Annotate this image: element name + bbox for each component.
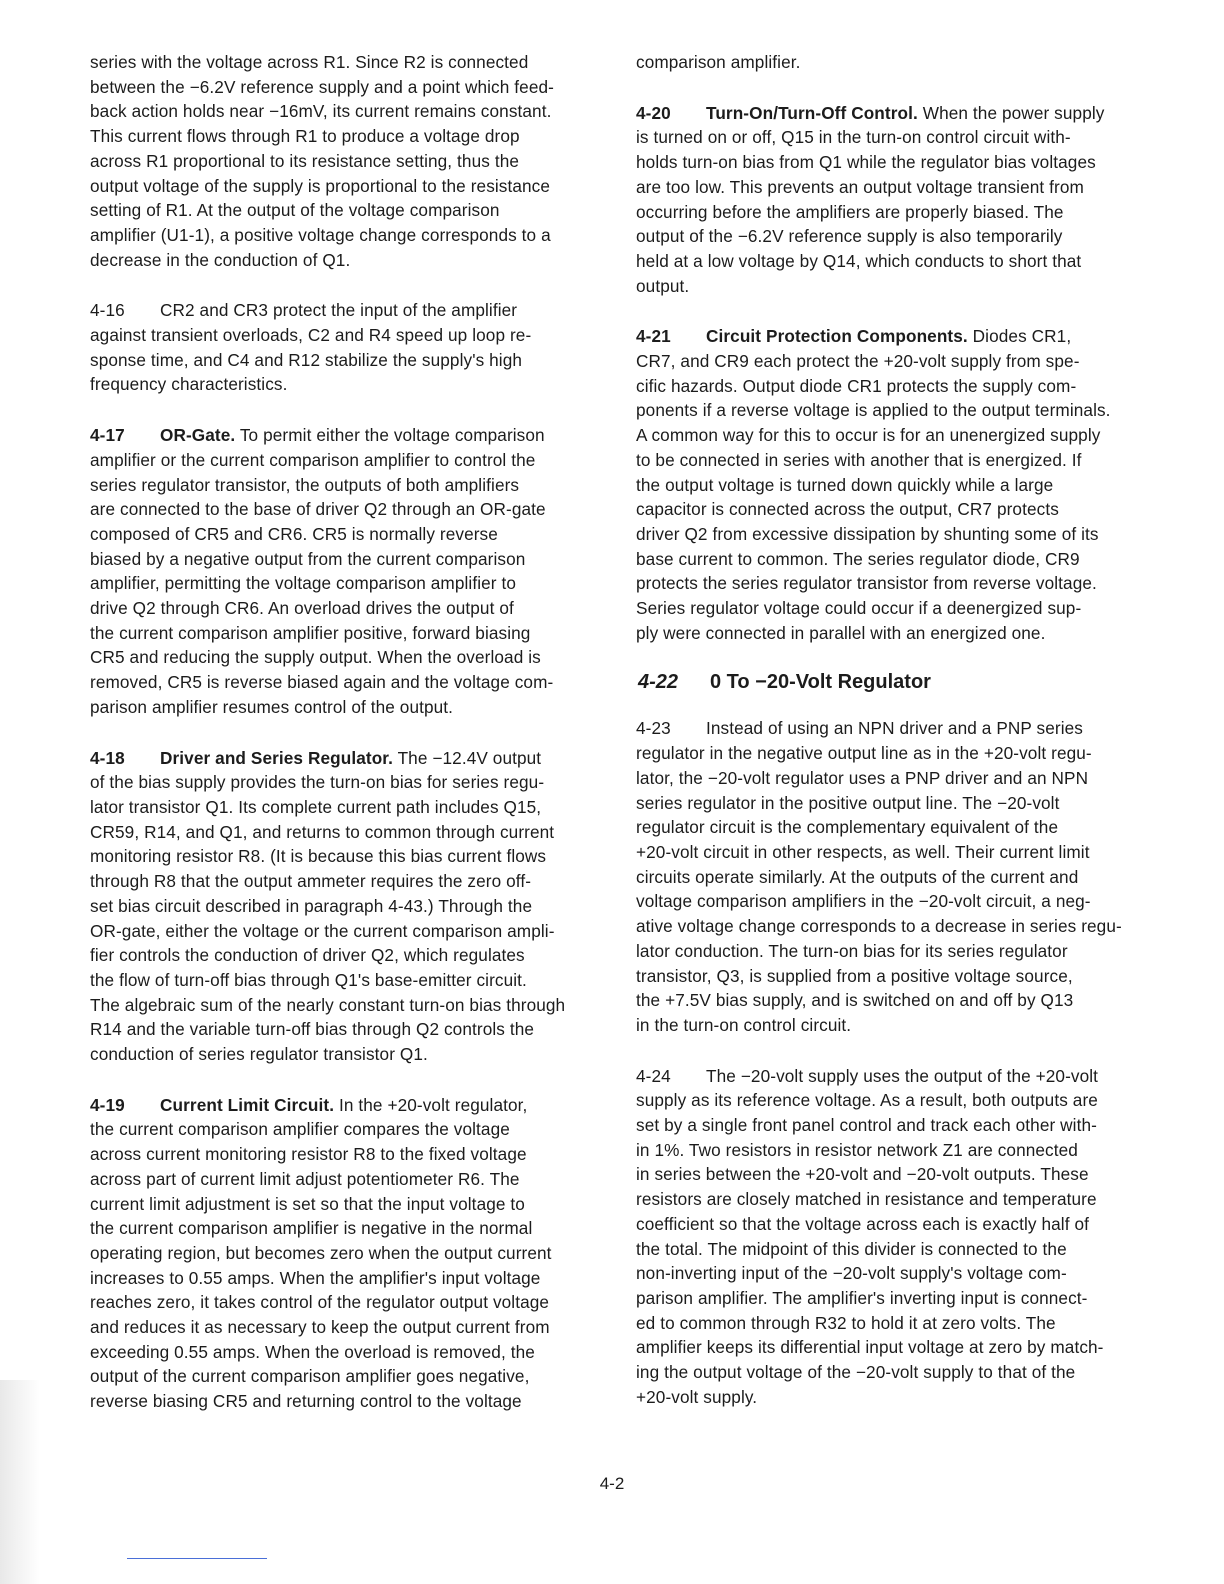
paragraph-number: 4-16 (90, 300, 125, 321)
paragraph-text: CR2 and CR3 protect the input of the amplifier against transient overloads, C2 and R4 speed up loop re- sponse time, and C4 and R12 stabilize the supply's high frequency characteristics. (90, 300, 532, 395)
scan-edge-shadow (0, 1380, 40, 1584)
paragraph-title: Driver and Series Regulator. (160, 747, 394, 768)
paragraph-number: 4-18 (90, 747, 125, 768)
right-column (636, 50, 1156, 1435)
paragraph-4-16 (90, 298, 602, 397)
paragraph-text: The −20-volt supply uses the output of the +20-volt supply as its reference voltage. As a result, both outputs are set by a single front panel control and track each other with- in 1%. Two resistors in resistor network Z1 are connected in series between the +20-volt and −20-volt outputs. These resistors are closely matched in resistance and temperature coefficient so that the voltage across each is exactly half of the total. The midpoint of this divider is connected to the non-inverting input of the −20-volt supply's voltage com- parison amplifier. The amplifier's inverting input is connect- ed to common through R32 to hold it at zero volts. The amplifier keeps its differential input voltage at zero by match- ing the output voltage of the −20-volt supply to that of the +20-volt supply. (636, 1065, 1104, 1407)
paragraph-text: When the power supply is turned on or off, Q15 in the turn-on control circuit with- holds turn-on bias from Q1 while the regulator bias voltages are too low. This prevents an output voltage transient from occurring before the amplifiers are properly biased. The output of the −6.2V reference supply is also temporarily held at a low voltage by Q14, which conducts to short that output. (636, 102, 1105, 296)
paragraph-intro-continued: series with the voltage across R1. Since R2 is connected between the −6.2V reference supply and a point which feed- back action holds near −16mV, its current remains constant. This current flows through R1 to produce a voltage drop across R1 proportional to its resistance setting, thus the output voltage of the supply is proportional to the resistance setting of R1. At the output of the voltage comparison amplifier (U1-1), a positive voltage change corresponds to a decrease in the conduction of Q1. (90, 52, 554, 270)
paragraph-4-23 (636, 716, 1156, 1037)
paragraph-text: Instead of using an NPN driver and a PNP series regulator in the negative output line as in the +20-volt regu- lator, the −20-volt regulator uses a PNP driver and an NPN series regulator in the positive output line. The −20-volt regulator circuit is the complementary equivalent of the +20-volt circuit in other respects, as well. Their current limit circuits operate similarly. At the outputs of the current and voltage comparison amplifiers in the −20-volt circuit, a neg- ative voltage change corresponds to a decrease in series regu- lator conduction. The turn-on bias for its series regulator transistor, Q3, is supplied from a positive voltage source, the +7.5V bias supply, and is switched on and off by Q13 in the turn-on control circuit. (636, 718, 1122, 1035)
section-heading-4-22 (638, 671, 1156, 694)
paragraph-text: Diodes CR1, CR7, and CR9 each protect the +20-volt supply from spe- cific hazards. Output diode CR1 protects the supply com- ponents if a reverse voltage is applied to the output terminals. A common way for this to occur is for an unenergized supply to be connected in series with another that is energized. If the output voltage is turned down quickly while a large capacitor is connected across the output, CR7 protects driver Q2 from excessive dissipation by shunting some of its base current to common. The series regulator diode, CR9 protects the series regulator transistor from reverse voltage. Series regulator voltage could occur if a deenergized sup- ply were connected in parallel with an energized one. (636, 326, 1111, 643)
left-column (90, 50, 602, 1440)
paragraph-title: Current Limit Circuit. (160, 1094, 335, 1115)
page-number: 4-2 (599, 1474, 625, 1493)
paragraph-text: To permit either the voltage comparison amplifier or the current comparison amplifier to control the series regulator transistor, the outputs of both amplifiers are connected to the base of driver Q2 through an OR-gate composed of CR5 and CR6. CR5 is normally reverse biased by a negative output from the current comparison amplifier, permitting the voltage comparison amplifier to drive Q2 through CR6. An overload drives the output of the current comparison amplifier positive, forward biasing CR5 and reducing the supply output. When the overload is removed, CR5 is reverse biased again and the voltage com- parison amplifier resumes control of the output. (90, 425, 554, 717)
paragraph-number: 4-21 (636, 326, 671, 347)
paragraph-4-20 (636, 101, 1156, 299)
paragraph-4-19 (90, 1093, 602, 1414)
paragraph-4-18 (90, 746, 602, 1067)
paragraph-title: Turn-On/Turn-Off Control. (706, 102, 918, 123)
paragraph-number: 4-17 (90, 425, 125, 446)
footnote-rule (127, 1558, 267, 1559)
paragraph-number: 4-24 (636, 1065, 671, 1086)
section-title: 0 To −20-Volt Regulator (710, 671, 931, 694)
paragraph-4-24 (636, 1064, 1156, 1410)
paragraph-number: 4-19 (90, 1094, 125, 1115)
paragraph-text: The −12.4V output of the bias supply provides the turn-on bias for series regu- lator transistor Q1. Its complete current path includes Q15, CR59, R14, and Q1, and returns to common through current monitoring resistor R8. (It is because this bias current flows through R8 that the output ammeter requires the zero off- set bias circuit described in paragraph 4-43.) Through the OR-gate, either the voltage or the current comparison ampli- fier controls the conduction of driver Q2, which regulates the flow of turn-off bias through Q1's base-emitter circuit. The algebraic sum of the nearly constant turn-on bias through R14 and the variable turn-off bias through Q2 controls the conduction of series regulator transistor Q1. (90, 747, 566, 1065)
paragraph-title: Circuit Protection Components. (706, 326, 968, 347)
paragraph-continued: comparison amplifier. (636, 52, 801, 72)
paragraph-title: OR-Gate. (160, 425, 236, 446)
section-number: 4-22 (638, 671, 679, 694)
paragraph-4-17 (90, 423, 602, 719)
paragraph-text: In the +20-volt regulator, the current comparison amplifier compares the voltage across current monitoring resistor R8 to the fixed voltage across part of current limit adjust potentiometer R6. The current limit adjustment is set so that the input voltage to the current comparison amplifier is negative in the normal operating region, but becomes zero when the output current increases to 0.55 amps. When the amplifier's input voltage reaches zero, it takes control of the regulator output voltage and reduces it as necessary to keep the output current from exceeding 0.55 amps. When the overload is removed, the output of the current comparison amplifier goes negative, reverse biasing CR5 and returning control to the voltage (90, 1094, 552, 1412)
paragraph-4-21 (636, 324, 1156, 645)
paragraph-number: 4-23 (636, 718, 671, 739)
paragraph-number: 4-20 (636, 102, 671, 123)
